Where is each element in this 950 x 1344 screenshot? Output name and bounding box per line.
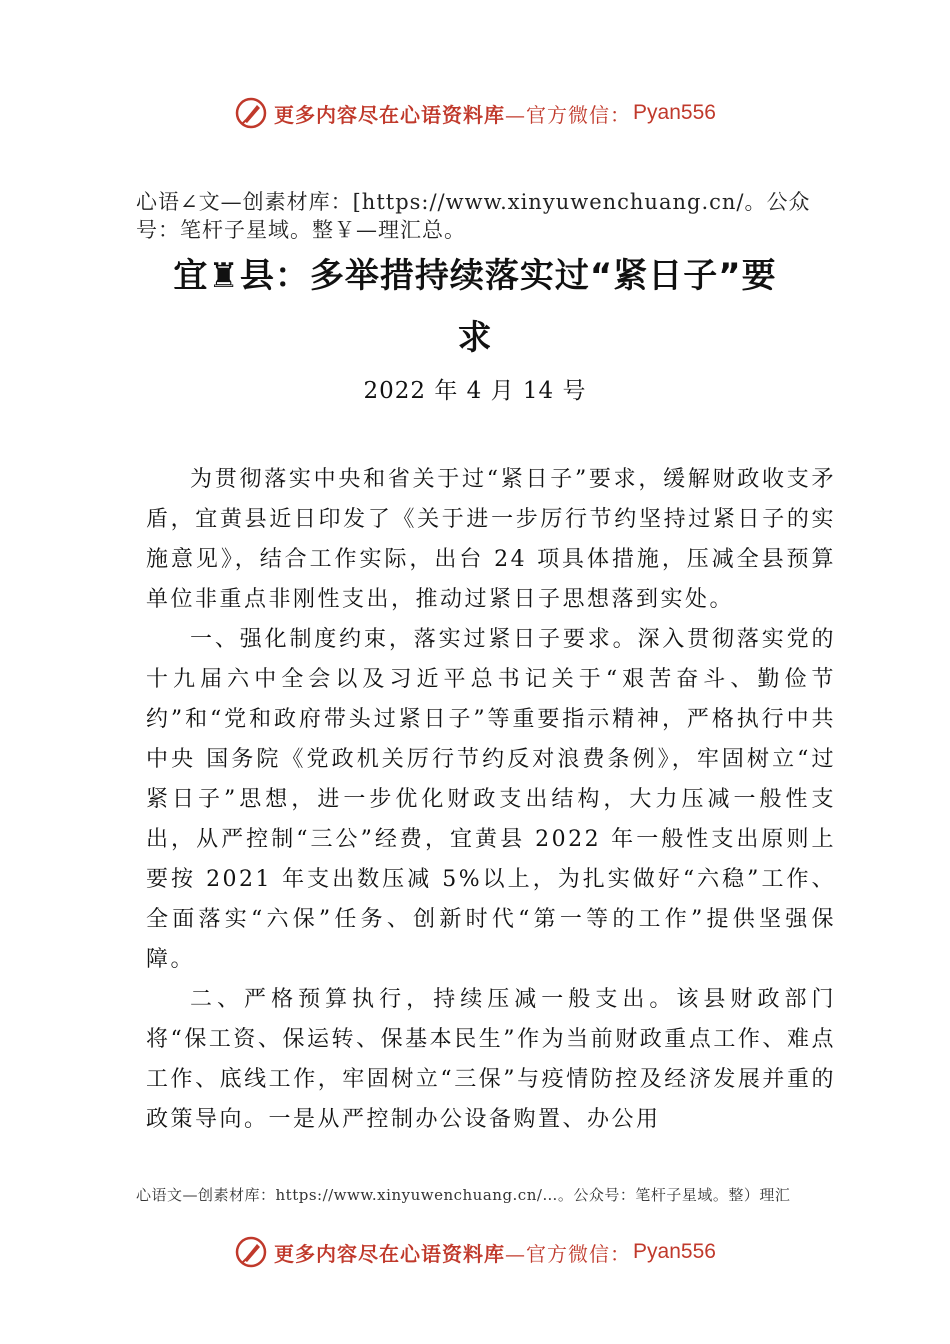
article-date: 2022 年 4 月 14 号 bbox=[363, 378, 587, 404]
source-note: 心语∠文—创素材库：[https://www.xinyuwenchuang.cn/。公众号：笔杆子星域。整￥—理汇总。 bbox=[136, 190, 811, 242]
article-title-line-1: 宜♜县：多举措持续落实过“紧日子”要 bbox=[173, 256, 777, 296]
paragraph: 一、强化制度约束，落实过紧日子要求。深入贯彻落实党的十九届六中全会以及习近平总书记关于“艰苦奋斗、勤俭节约”和“党和政府带头过紧日子”等重要指示精神，严格执行中共中央 国务院《党政机关厉行节约反对浪费条例》，牢固树立“过紧日子”思想，进一步优化财政支出结构，大力压减一般性支出，从严控制“三公”经费，宜黄县 2022 年一般性支出原则上要按 2021 年支出数压减 5%以上，为扎实做好“六稳”工作、全面落实“六保”任务、创新时代“第一等的工作”提供坚强保障。 bbox=[146, 627, 836, 972]
banner-slogan: 更多内容尽在心语资料库 bbox=[274, 1241, 506, 1266]
article-title-line-2: 求 bbox=[457, 318, 493, 358]
paragraph: 二、严格预算执行，持续压减一般支出。该县财政部门将“保工资、保运转、保基本民生”作为当前财政重点工作、难点工作、底线工作，牢固树立“三保”与疫情防控及经济发展并重的政策导向。一是从严控制办公设备购置、办公用 bbox=[146, 987, 836, 1132]
footer-note: 心语文—创素材库：https://www.xinyuwenchuang.cn/…。公众号：笔杆子星域。整）理汇 bbox=[136, 1186, 791, 1204]
banner-official-label: —官方微信： bbox=[505, 102, 632, 127]
bottom-banner bbox=[0, 1232, 950, 1272]
top-banner bbox=[0, 93, 950, 133]
pen-circle-logo-icon bbox=[234, 96, 268, 130]
article-body bbox=[146, 460, 836, 1140]
banner-official-label: —官方微信： bbox=[505, 1241, 632, 1266]
pen-circle-logo-icon bbox=[234, 1235, 268, 1269]
banner-wechat-id: Pyan556 bbox=[633, 1240, 716, 1263]
banner-slogan: 更多内容尽在心语资料库 bbox=[274, 102, 506, 127]
paragraph: 为贯彻落实中央和省关于过“紧日子”要求，缓解财政收支矛盾，宜黄县近日印发了《关于进一步厉行节约坚持过紧日子的实施意见》，结合工作实际，出台 24 项具体措施，压减全县预算单位非重点非刚性支出，推动过紧日子思想落到实处。 bbox=[146, 467, 836, 612]
banner-wechat-id: Pyan556 bbox=[633, 101, 716, 124]
